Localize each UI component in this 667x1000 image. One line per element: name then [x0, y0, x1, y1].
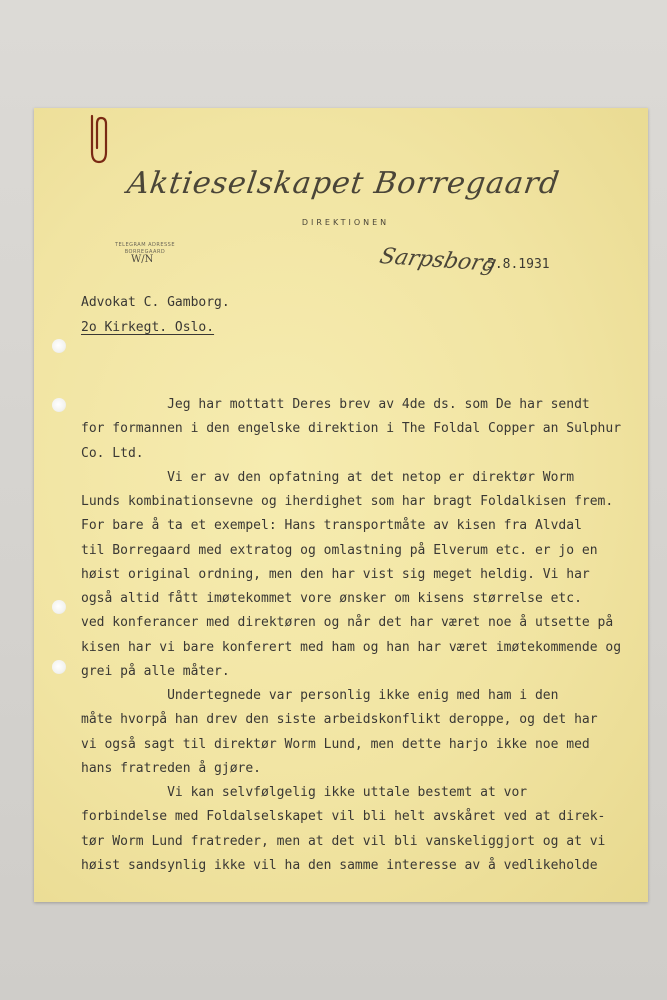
company-letterhead: Aktieselskapet Borregaard	[124, 166, 562, 201]
body-line: høist original ordning, men den har vist sig meget heldig. Vi har	[81, 566, 590, 582]
punch-hole	[52, 339, 66, 353]
body-line: vi også sagt til direktør Worm Lund, men dette harjo ikke noe med	[81, 736, 590, 752]
body-line: For bare å ta et exempel: Hans transportmåte av kisen fra Alvdal	[81, 518, 582, 534]
department-label: DIREKTIONEN	[301, 218, 390, 227]
body-line: Undertegnede var personlig ikke enig med ham i den	[81, 688, 559, 703]
body-line: kisen har vi bare konferert med ham og han har været imøtekommende og	[81, 639, 622, 655]
body-line: høist sandsynlig ikke vil ha den samme interesse av å vedlikeholde	[81, 857, 598, 873]
paper-clip-icon	[86, 114, 112, 166]
recipient-name: Advokat C. Gamborg.	[81, 295, 230, 310]
telegram-label: TELEGRAM ADRESSE	[114, 242, 176, 248]
letter-body	[81, 393, 641, 878]
body-line: Vi er av den opfatning at det netop er direktør Worm	[81, 469, 575, 485]
recipient-address: 2o Kirkegt. Oslo.	[81, 320, 215, 335]
place-name: Sarpsborg	[377, 244, 499, 277]
punch-hole	[52, 600, 66, 614]
body-line: Vi kan selvfølgelig ikke uttale bestemt at vor	[81, 785, 528, 800]
body-line: grei på alle måter.	[81, 663, 230, 679]
body-line: ved konferancer med direktøren og når det har været noe å utsette på	[81, 615, 614, 631]
body-line: til Borregaard med extratog og omlastning på Elverum etc. er jo en	[81, 542, 598, 558]
body-line: forbindelse med Foldalselskapet vil bli helt avskåret ved at direk-	[81, 809, 606, 825]
punch-hole	[52, 398, 66, 412]
body-line: Lunds kombinationsevne og iherdighet som har bragt Foldalkisen frem.	[81, 494, 614, 509]
body-line: hans fratreden å gjøre.	[81, 760, 262, 776]
punch-hole	[52, 660, 66, 674]
body-line: også altid fått imøtekommet vore ønsker om kisens størrelse etc.	[81, 591, 582, 606]
body-line: for formannen i den engelske direktion i The Foldal Copper an Sulphur	[81, 421, 622, 437]
telegram-address: BORREGAARD	[124, 249, 166, 255]
letter-date: 5.8.1931	[487, 257, 550, 272]
reference-initials: W/N	[131, 254, 154, 265]
body-line: Co. Ltd.	[81, 445, 144, 461]
body-line: måte hvorpå han drev den siste arbeidskonflikt deroppe, og det har	[81, 712, 598, 728]
body-line: tør Worm Lund fratreder, men at det vil bli vanskeliggjort og at vi	[81, 833, 606, 849]
body-line: Jeg har mottatt Deres brev av 4de ds. som De har sendt	[81, 397, 590, 412]
